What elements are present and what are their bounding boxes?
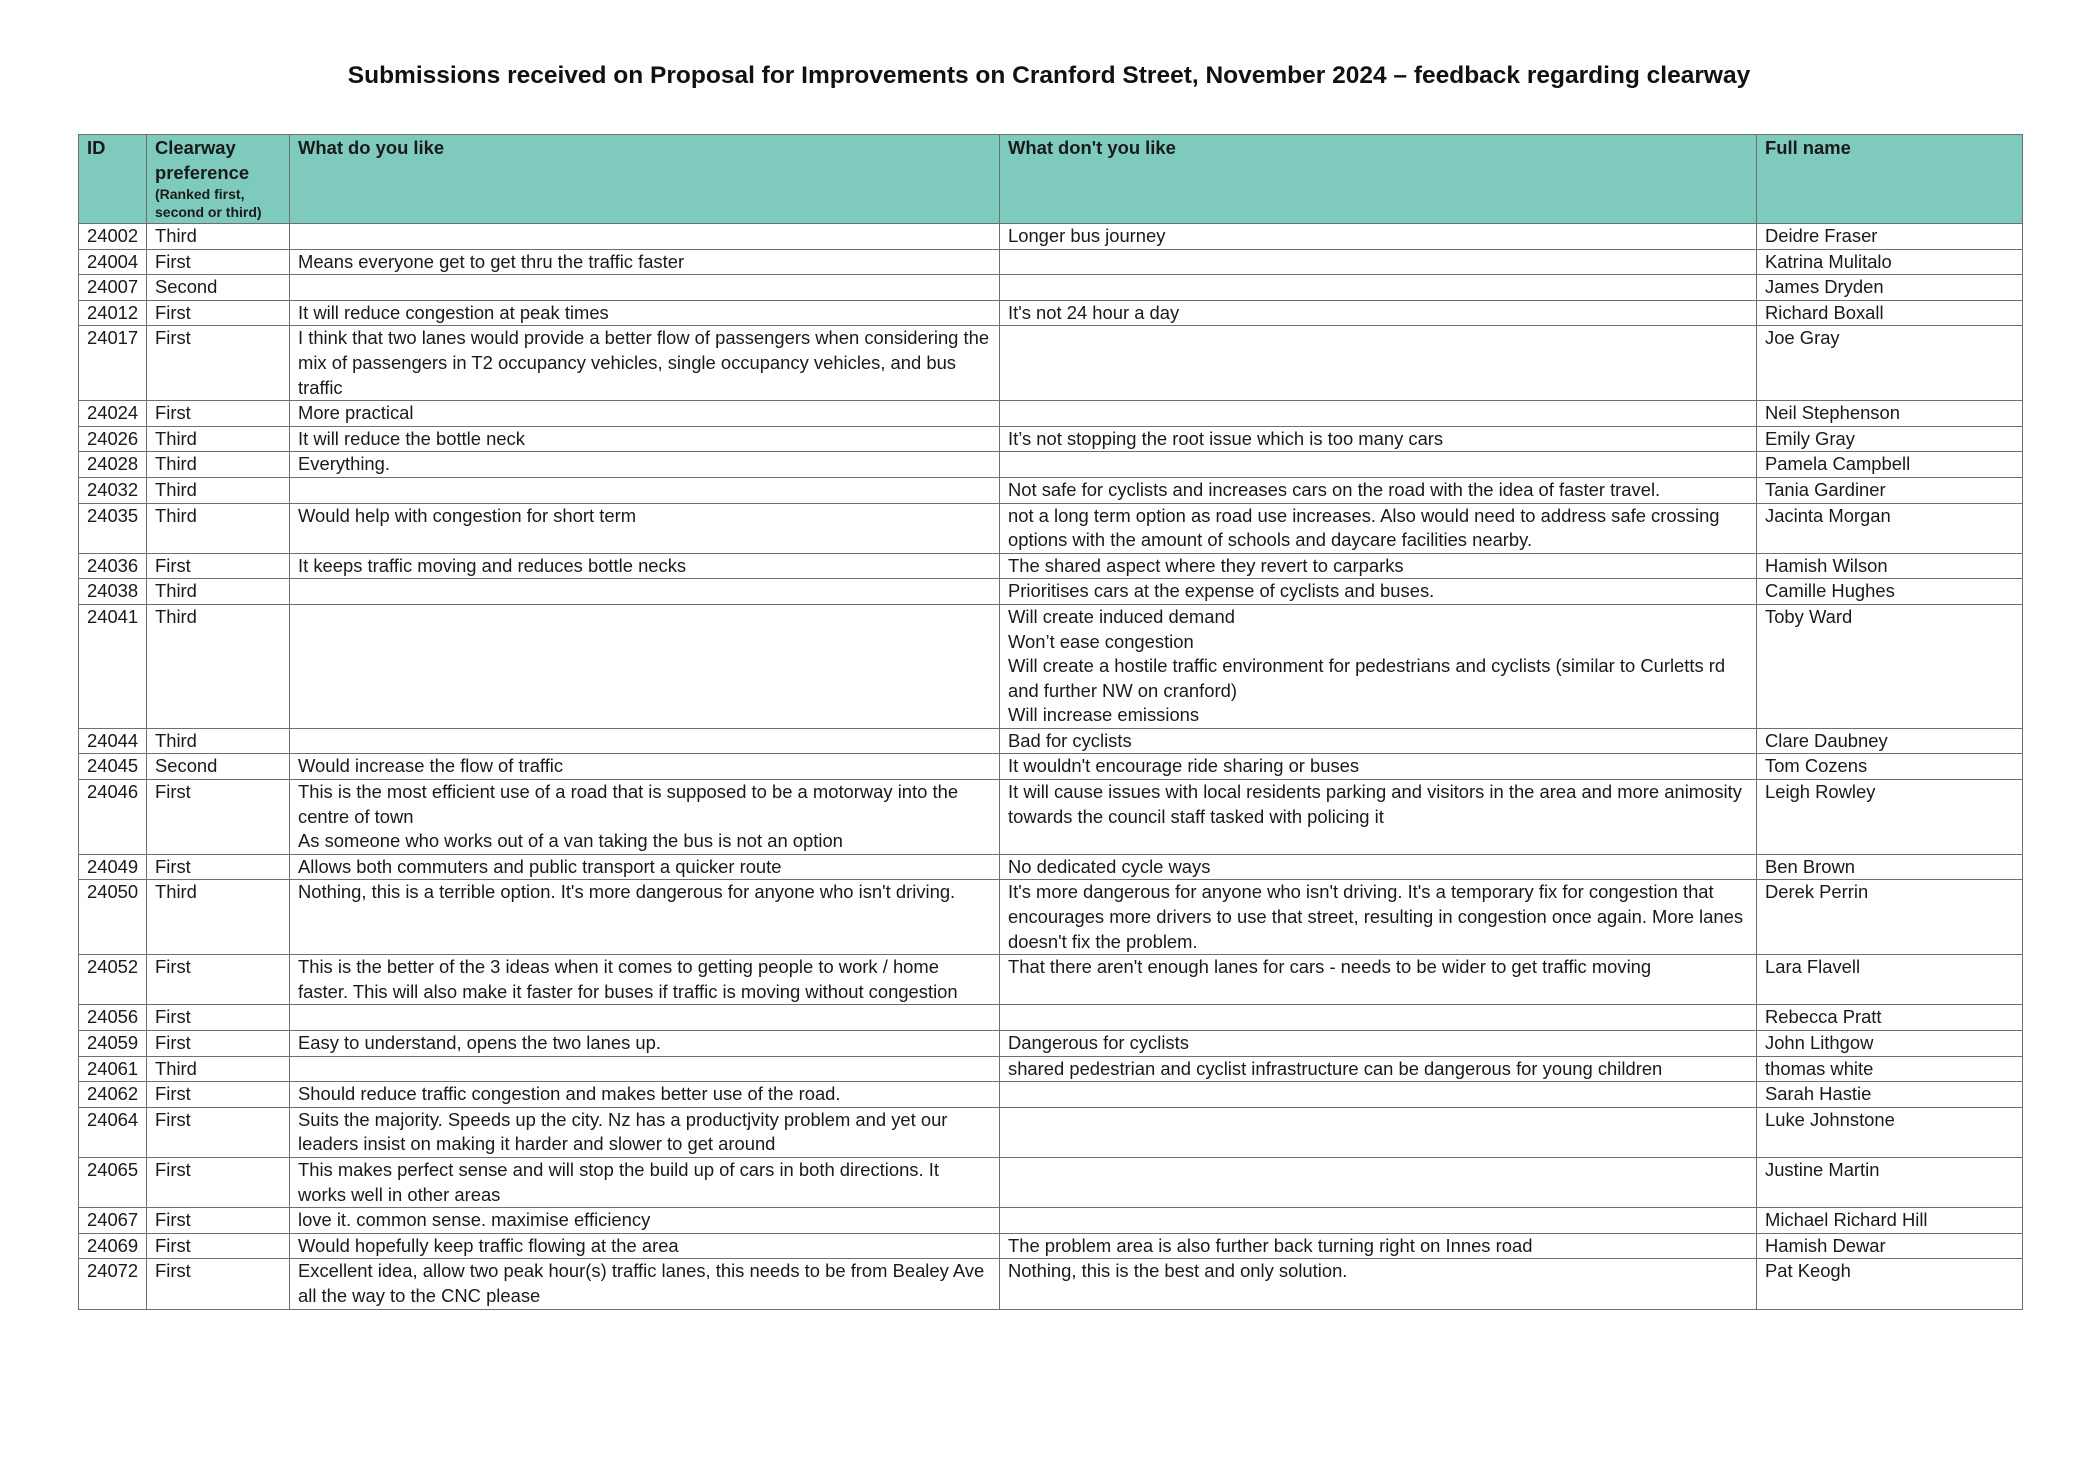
cell-full-name: Joe Gray xyxy=(1757,326,2023,401)
cell-dislike: It will cause issues with local residents parking and visitors in the area and more animosity towards the council staff tasked with policing it xyxy=(1000,780,1757,855)
cell-preference: Third xyxy=(147,503,290,553)
cell-dislike: It’s not stopping the root issue which is too many cars xyxy=(1000,426,1757,452)
cell-preference: Third xyxy=(147,477,290,503)
cell-like xyxy=(290,728,1000,754)
cell-full-name: Tom Cozens xyxy=(1757,754,2023,780)
cell-full-name: Luke Johnstone xyxy=(1757,1107,2023,1157)
cell-id: 24002 xyxy=(79,224,147,250)
cell-dislike xyxy=(1000,1082,1757,1108)
table-row xyxy=(79,1259,2023,1309)
cell-like: This is the better of the 3 ideas when it comes to getting people to work / home faster. This will also make it faster for buses if traffic is moving without congestion xyxy=(290,955,1000,1005)
cell-id: 24064 xyxy=(79,1107,147,1157)
cell-preference: Third xyxy=(147,224,290,250)
cell-id: 24069 xyxy=(79,1233,147,1259)
table-row xyxy=(79,780,2023,855)
cell-preference: First xyxy=(147,1259,290,1309)
cell-full-name: Toby Ward xyxy=(1757,604,2023,728)
table-row xyxy=(79,275,2023,301)
cell-like: Would increase the flow of traffic xyxy=(290,754,1000,780)
cell-preference: First xyxy=(147,1107,290,1157)
cell-full-name: Derek Perrin xyxy=(1757,880,2023,955)
cell-dislike xyxy=(1000,1005,1757,1031)
cell-full-name: Michael Richard Hill xyxy=(1757,1208,2023,1234)
cell-id: 24028 xyxy=(79,452,147,478)
cell-id: 24062 xyxy=(79,1082,147,1108)
cell-full-name: Hamish Dewar xyxy=(1757,1233,2023,1259)
submissions-table xyxy=(78,134,2023,1310)
cell-like: More practical xyxy=(290,401,1000,427)
table-row xyxy=(79,754,2023,780)
cell-dislike: No dedicated cycle ways xyxy=(1000,854,1757,880)
cell-id: 24007 xyxy=(79,275,147,301)
cell-like: Nothing, this is a terrible option. It's more dangerous for anyone who isn't driving. xyxy=(290,880,1000,955)
cell-id: 24004 xyxy=(79,249,147,275)
table-row xyxy=(79,880,2023,955)
cell-like xyxy=(290,579,1000,605)
table-row xyxy=(79,728,2023,754)
cell-id: 24052 xyxy=(79,955,147,1005)
cell-id: 24032 xyxy=(79,477,147,503)
table-row xyxy=(79,1056,2023,1082)
cell-dislike xyxy=(1000,1157,1757,1207)
cell-full-name: Deidre Fraser xyxy=(1757,224,2023,250)
cell-dislike: It's not 24 hour a day xyxy=(1000,300,1757,326)
cell-like xyxy=(290,275,1000,301)
cell-preference: First xyxy=(147,1157,290,1207)
cell-like: love it. common sense. maximise efficiency xyxy=(290,1208,1000,1234)
cell-full-name: Tania Gardiner xyxy=(1757,477,2023,503)
table-row xyxy=(79,326,2023,401)
cell-like: Would hopefully keep traffic flowing at the area xyxy=(290,1233,1000,1259)
cell-id: 24012 xyxy=(79,300,147,326)
cell-id: 24065 xyxy=(79,1157,147,1207)
cell-id: 24045 xyxy=(79,754,147,780)
cell-like xyxy=(290,604,1000,728)
cell-id: 24072 xyxy=(79,1259,147,1309)
cell-dislike: The shared aspect where they revert to carparks xyxy=(1000,553,1757,579)
cell-full-name: Lara Flavell xyxy=(1757,955,2023,1005)
cell-id: 24044 xyxy=(79,728,147,754)
cell-full-name: Clare Daubney xyxy=(1757,728,2023,754)
header-name xyxy=(1757,135,2023,224)
cell-full-name: Justine Martin xyxy=(1757,1157,2023,1207)
cell-full-name: Camille Hughes xyxy=(1757,579,2023,605)
cell-full-name: John Lithgow xyxy=(1757,1031,2023,1057)
header-id xyxy=(79,135,147,224)
cell-like: Everything. xyxy=(290,452,1000,478)
cell-like xyxy=(290,1005,1000,1031)
cell-id: 24067 xyxy=(79,1208,147,1234)
cell-preference: Third xyxy=(147,452,290,478)
cell-preference: Second xyxy=(147,754,290,780)
cell-preference: First xyxy=(147,1005,290,1031)
cell-dislike xyxy=(1000,452,1757,478)
table-row xyxy=(79,1031,2023,1057)
cell-dislike: shared pedestrian and cyclist infrastructure can be dangerous for young children xyxy=(1000,1056,1757,1082)
table-row xyxy=(79,1107,2023,1157)
header-row xyxy=(79,135,2023,224)
cell-preference: First xyxy=(147,854,290,880)
cell-dislike: It's more dangerous for anyone who isn't driving. It's a temporary fix for congestion that encourages more drivers to use that street, resulting in congestion once again. More lanes doesn't fix the problem. xyxy=(1000,880,1757,955)
cell-dislike xyxy=(1000,401,1757,427)
header-dislike xyxy=(1000,135,1757,224)
cell-dislike: The problem area is also further back turning right on Innes road xyxy=(1000,1233,1757,1259)
table-row xyxy=(79,452,2023,478)
cell-like: Allows both commuters and public transport a quicker route xyxy=(290,854,1000,880)
table-row xyxy=(79,1233,2023,1259)
cell-id: 24024 xyxy=(79,401,147,427)
cell-preference: First xyxy=(147,553,290,579)
cell-dislike: Longer bus journey xyxy=(1000,224,1757,250)
cell-preference: Third xyxy=(147,426,290,452)
table-row xyxy=(79,224,2023,250)
cell-preference: Second xyxy=(147,275,290,301)
cell-preference: Third xyxy=(147,604,290,728)
table-row xyxy=(79,401,2023,427)
cell-full-name: Leigh Rowley xyxy=(1757,780,2023,855)
cell-full-name: Richard Boxall xyxy=(1757,300,2023,326)
table-row xyxy=(79,477,2023,503)
page-title: Submissions received on Proposal for Improvements on Cranford Street, November 2024 – feedback regarding clearway xyxy=(347,62,1751,89)
header-preference-label: Clearway preference xyxy=(155,137,250,183)
cell-id: 24026 xyxy=(79,426,147,452)
cell-dislike xyxy=(1000,1208,1757,1234)
cell-id: 24049 xyxy=(79,854,147,880)
cell-id: 24046 xyxy=(79,780,147,855)
cell-id: 24050 xyxy=(79,880,147,955)
cell-dislike: Nothing, this is the best and only solution. xyxy=(1000,1259,1757,1309)
cell-like: Means everyone get to get thru the traffic faster xyxy=(290,249,1000,275)
cell-like: Excellent idea, allow two peak hour(s) traffic lanes, this needs to be from Bealey Ave all the way to the CNC please xyxy=(290,1259,1000,1309)
table-row xyxy=(79,1157,2023,1207)
cell-like: Should reduce traffic congestion and makes better use of the road. xyxy=(290,1082,1000,1108)
cell-preference: First xyxy=(147,401,290,427)
cell-id: 24035 xyxy=(79,503,147,553)
table-row xyxy=(79,854,2023,880)
cell-preference: First xyxy=(147,955,290,1005)
cell-dislike xyxy=(1000,1107,1757,1157)
header-dislike-label: What don't you like xyxy=(1008,137,1176,158)
header-like xyxy=(290,135,1000,224)
cell-dislike: That there aren't enough lanes for cars - needs to be wider to get traffic moving xyxy=(1000,955,1757,1005)
cell-full-name: thomas white xyxy=(1757,1056,2023,1082)
cell-full-name: James Dryden xyxy=(1757,275,2023,301)
table-row xyxy=(79,579,2023,605)
cell-preference: First xyxy=(147,1082,290,1108)
table-row xyxy=(79,300,2023,326)
table-row xyxy=(79,1005,2023,1031)
cell-id: 24036 xyxy=(79,553,147,579)
table-row xyxy=(79,1208,2023,1234)
cell-full-name: Ben Brown xyxy=(1757,854,2023,880)
cell-dislike: not a long term option as road use increases. Also would need to address safe crossing options with the amount of schools and daycare facilities nearby. xyxy=(1000,503,1757,553)
header-name-label: Full name xyxy=(1765,137,1851,158)
cell-dislike xyxy=(1000,326,1757,401)
cell-full-name: Hamish Wilson xyxy=(1757,553,2023,579)
cell-preference: First xyxy=(147,780,290,855)
header-like-label: What do you like xyxy=(298,137,445,158)
cell-dislike xyxy=(1000,249,1757,275)
cell-like xyxy=(290,224,1000,250)
cell-full-name: Pamela Campbell xyxy=(1757,452,2023,478)
cell-like: It will reduce the bottle neck xyxy=(290,426,1000,452)
cell-full-name: Pat Keogh xyxy=(1757,1259,2023,1309)
cell-preference: First xyxy=(147,300,290,326)
cell-id: 24038 xyxy=(79,579,147,605)
cell-preference: First xyxy=(147,249,290,275)
cell-dislike: Prioritises cars at the expense of cyclists and buses. xyxy=(1000,579,1757,605)
cell-preference: Third xyxy=(147,728,290,754)
table-body xyxy=(79,224,2023,1310)
cell-like: This makes perfect sense and will stop the build up of cars in both directions. It works well in other areas xyxy=(290,1157,1000,1207)
cell-like xyxy=(290,1056,1000,1082)
table-row xyxy=(79,503,2023,553)
cell-like: Suits the majority. Speeds up the city. Nz has a productjvity problem and yet our leaders insist on making it harder and slower to get around xyxy=(290,1107,1000,1157)
cell-like: This is the most efficient use of a road that is supposed to be a motorway into the centre of town As someone who works out of a van taking the bus is not an option xyxy=(290,780,1000,855)
cell-preference: First xyxy=(147,326,290,401)
table-row xyxy=(79,1082,2023,1108)
cell-preference: First xyxy=(147,1233,290,1259)
cell-preference: Third xyxy=(147,880,290,955)
cell-full-name: Rebecca Pratt xyxy=(1757,1005,2023,1031)
cell-preference: First xyxy=(147,1208,290,1234)
cell-full-name: Jacinta Morgan xyxy=(1757,503,2023,553)
cell-preference: Third xyxy=(147,579,290,605)
header-id-label: ID xyxy=(87,137,106,158)
header-preference-sublabel: (Ranked first, second or third) xyxy=(155,186,262,221)
header-preference xyxy=(147,135,290,224)
cell-dislike: Will create induced demand Won’t ease congestion Will create a hostile traffic environment for pedestrians and cyclists (similar to Curletts rd and further NW on cranford) Will increase emissions xyxy=(1000,604,1757,728)
cell-full-name: Katrina Mulitalo xyxy=(1757,249,2023,275)
cell-full-name: Emily Gray xyxy=(1757,426,2023,452)
cell-like: Would help with congestion for short term xyxy=(290,503,1000,553)
table-row xyxy=(79,553,2023,579)
cell-like xyxy=(290,477,1000,503)
cell-dislike xyxy=(1000,275,1757,301)
cell-dislike: Not safe for cyclists and increases cars on the road with the idea of faster travel. xyxy=(1000,477,1757,503)
cell-id: 24061 xyxy=(79,1056,147,1082)
table-row xyxy=(79,955,2023,1005)
cell-id: 24059 xyxy=(79,1031,147,1057)
cell-id: 24056 xyxy=(79,1005,147,1031)
cell-preference: First xyxy=(147,1031,290,1057)
cell-like: It keeps traffic moving and reduces bottle necks xyxy=(290,553,1000,579)
cell-full-name: Neil Stephenson xyxy=(1757,401,2023,427)
cell-like: I think that two lanes would provide a better flow of passengers when considering the mix of passengers in T2 occupancy vehicles, single occupancy vehicles, and bus traffic xyxy=(290,326,1000,401)
cell-full-name: Sarah Hastie xyxy=(1757,1082,2023,1108)
cell-like: Easy to understand, opens the two lanes up. xyxy=(290,1031,1000,1057)
cell-preference: Third xyxy=(147,1056,290,1082)
cell-id: 24017 xyxy=(79,326,147,401)
cell-like: It will reduce congestion at peak times xyxy=(290,300,1000,326)
table-row xyxy=(79,604,2023,728)
cell-dislike: It wouldn't encourage ride sharing or buses xyxy=(1000,754,1757,780)
table-row xyxy=(79,426,2023,452)
cell-dislike: Bad for cyclists xyxy=(1000,728,1757,754)
cell-dislike: Dangerous for cyclists xyxy=(1000,1031,1757,1057)
table-header xyxy=(79,135,2023,224)
table-row xyxy=(79,249,2023,275)
cell-id: 24041 xyxy=(79,604,147,728)
